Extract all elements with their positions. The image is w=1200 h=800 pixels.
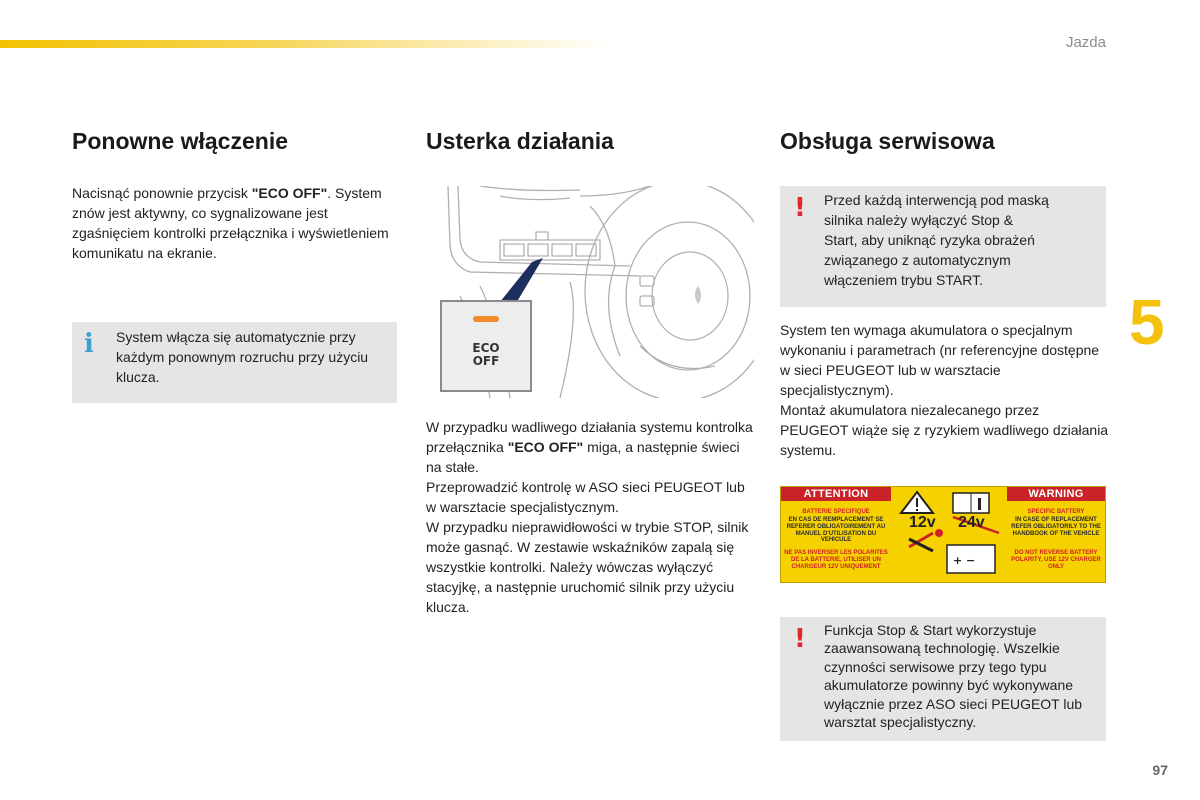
label-left-warning: NE PAS INVERSER LES POLARITES DE LA BATTERIE, UTILISER UN CHARGEUR 12V UNIQUEMENT — [784, 550, 888, 570]
label-right-warning: DO NOT REVERSE BATTERY POLARITY, USE 12V CHARGER ONLY — [1011, 550, 1101, 570]
warning-icon: ! — [794, 193, 806, 223]
label-right-title: SPECIFIC BATTERY — [1027, 509, 1085, 515]
svg-text:+ −: + − — [953, 554, 976, 567]
eco-off-led — [473, 316, 499, 322]
battery-warning-label — [780, 486, 1106, 583]
label-right-text: IN CASE OF REPLACEMENT REFER OBLIGATORILY TO THE HANDBOOK OF THE VEHICLE — [1011, 517, 1101, 537]
warning-box-1-text: Przed każdą interwencją pod maską silnika należy wyłączyć Stop & Start, aby uniknąć ryzyka obrażeń związanego z automatycznym włączeniem trybu START. — [824, 192, 1049, 288]
warning-box-2-text: Funkcja Stop & Start wykorzystuje zaawansowaną technologię. Wszelkie czynności serwisowe przy tego typu akumulatorze powinny być wykonywane wyłącznie przez ASO sieci PEUGEOT lub warsztat specjalistyczny. — [824, 622, 1083, 731]
label-volt-ok: 12v — [909, 514, 936, 531]
section-title-service: Obsługa serwisowa — [780, 128, 995, 154]
label-left-text: EN CAS DE REMPLACEMENT SE REFERER OBLIGATOIREMENT AU MANUEL D'UTILISATION DU VEHICULE — [786, 517, 886, 544]
battery-requirement-text: System ten wymaga akumulatora o specjalnym wykonaniu i parametrach (nr referencyjne dostępne w sieci PEUGEOT lub w warsztacie specjalistycznym). Montaż akumulatora niezalecanego przez PEUGEOT wiąże się z ryzykiem wadliwego działania systemu. — [780, 322, 1109, 458]
battery-label-pictograms — [893, 489, 1009, 581]
attention-header: ATTENTION — [781, 487, 891, 501]
warning-header: WARNING — [1007, 487, 1105, 501]
eco-label: ECO — [472, 341, 500, 355]
label-volt-bad: 24v — [958, 514, 985, 531]
warning-box-1 — [780, 186, 1106, 307]
chapter-number: 5 — [1129, 286, 1165, 358]
warning-icon: ! — [794, 624, 806, 654]
warning-box-2 — [780, 617, 1106, 741]
info-box-text: System włącza się automatycznie przy każdym ponownym rozruchu przy użyciu klucza. — [116, 329, 369, 385]
restart-paragraph: Nacisnąć ponownie przycisk "ECO OFF". System znów jest aktywny, co sygnalizowane jest zgaśnięciem kontrolki przełącznika i wyświetleniem komunikatu na ekranie. — [72, 185, 389, 261]
off-label: OFF — [472, 354, 500, 368]
page-number: 97 — [1152, 762, 1168, 778]
info-box — [72, 322, 397, 403]
chapter-name: Jazda — [1065, 34, 1106, 51]
malfunction-text: W przypadku wadliwego działania systemu kontrolka przełącznika "ECO OFF" miga, a następnie świeci na stałe. Przeprowadzić kontrolę w ASO sieci PEUGEOT lub w warsztacie specjalistycznym. W przypadku nieprawidłowości w trybie STOP, silnik może gasnąć. W zestawie wskaźników zapalą się wszystkie kontrolki. Należy wówczas wyłączyć stacyjkę, a następnie uruchomić silnik przy użyciu klucza. — [426, 419, 753, 615]
section-title-malfunction: Usterka działania — [426, 128, 614, 154]
header-accent-bar — [0, 40, 610, 48]
info-icon: i — [84, 329, 94, 359]
section-title-restart: Ponowne włączenie — [72, 128, 288, 154]
label-left-title: BATTERIE SPECIFIQUE — [802, 509, 870, 515]
eco-off-button-illustration — [440, 300, 532, 392]
